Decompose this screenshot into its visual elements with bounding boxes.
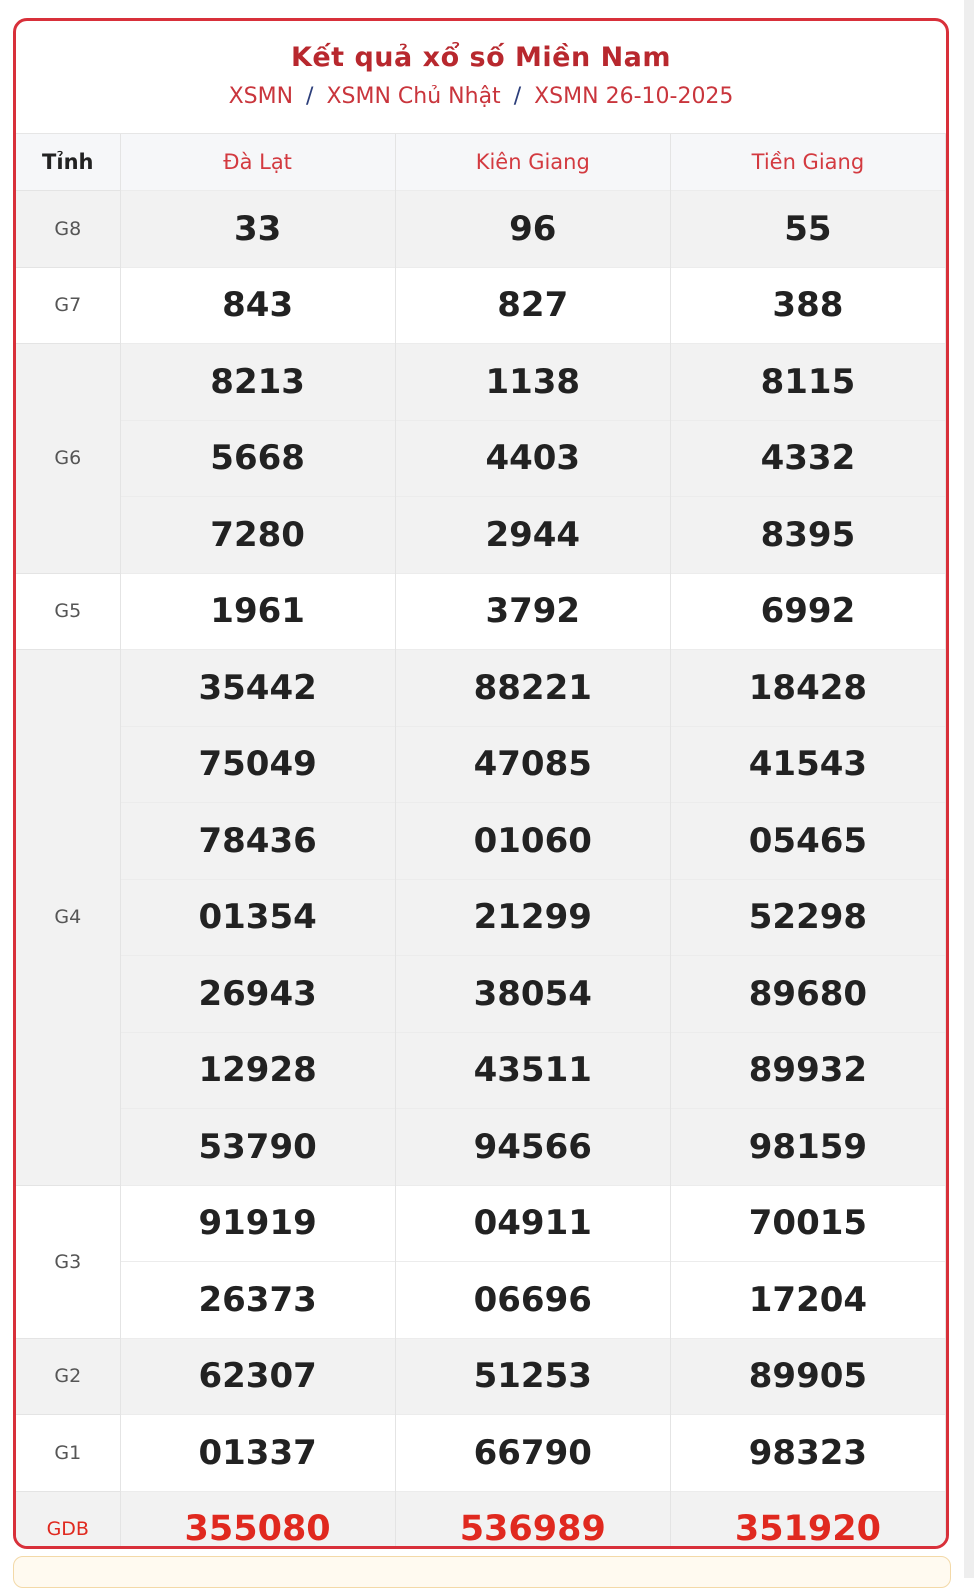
prize-number: 94566 bbox=[395, 1109, 670, 1186]
prize-label: G6 bbox=[16, 344, 120, 574]
prize-row-g7 bbox=[16, 267, 946, 344]
prize-label: G3 bbox=[16, 1185, 120, 1338]
special-prize-number: 536989 bbox=[395, 1491, 670, 1549]
special-prize-number: 351920 bbox=[670, 1491, 945, 1549]
prize-number: 1961 bbox=[120, 573, 395, 650]
prize-row-g4 bbox=[16, 956, 946, 1033]
prize-number: 43511 bbox=[395, 1032, 670, 1109]
prize-number: 53790 bbox=[120, 1109, 395, 1186]
prize-number: 4403 bbox=[395, 420, 670, 497]
breadcrumb-link-xsmn[interactable]: XSMN bbox=[228, 84, 294, 109]
prize-number: 75049 bbox=[120, 726, 395, 803]
prize-label: G7 bbox=[16, 267, 120, 344]
prize-row-g4 bbox=[16, 726, 946, 803]
prize-number: 05465 bbox=[670, 803, 945, 880]
prize-number: 01337 bbox=[120, 1415, 395, 1492]
prize-number: 8115 bbox=[670, 344, 945, 421]
prize-number: 12928 bbox=[120, 1032, 395, 1109]
province-header-kien-giang[interactable]: Kiên Giang bbox=[395, 134, 670, 191]
prize-number: 51253 bbox=[395, 1338, 670, 1415]
prize-number: 8213 bbox=[120, 344, 395, 421]
prize-number: 89932 bbox=[670, 1032, 945, 1109]
prize-row-g8 bbox=[16, 191, 946, 268]
prize-number: 66790 bbox=[395, 1415, 670, 1492]
breadcrumb-separator: / bbox=[513, 84, 522, 109]
prize-row-g6 bbox=[16, 344, 946, 421]
prize-label: G2 bbox=[16, 1338, 120, 1415]
breadcrumb-separator: / bbox=[306, 84, 314, 109]
prize-number: 89680 bbox=[670, 956, 945, 1033]
prize-label: G1 bbox=[16, 1415, 120, 1492]
next-section-box bbox=[13, 1556, 951, 1588]
prize-number: 52298 bbox=[670, 879, 945, 956]
prize-number: 4332 bbox=[670, 420, 945, 497]
prize-number: 827 bbox=[395, 267, 670, 344]
prize-number: 41543 bbox=[670, 726, 945, 803]
prize-number: 55 bbox=[670, 191, 945, 268]
results-header bbox=[16, 21, 946, 134]
results-table bbox=[16, 134, 946, 1549]
prize-row-g6 bbox=[16, 497, 946, 574]
prize-number: 06696 bbox=[395, 1262, 670, 1339]
prize-number: 26943 bbox=[120, 956, 395, 1033]
prize-number: 35442 bbox=[120, 650, 395, 727]
prize-row-g4 bbox=[16, 650, 946, 727]
prize-label: G8 bbox=[16, 191, 120, 268]
prize-number: 26373 bbox=[120, 1262, 395, 1339]
special-prize-number: 355080 bbox=[120, 1491, 395, 1549]
prize-number: 78436 bbox=[120, 803, 395, 880]
prize-label: GDB bbox=[16, 1491, 120, 1549]
prize-number: 89905 bbox=[670, 1338, 945, 1415]
prize-row-g4 bbox=[16, 1109, 946, 1186]
prize-number: 33 bbox=[120, 191, 395, 268]
prize-row-g4 bbox=[16, 1032, 946, 1109]
prize-row-g3 bbox=[16, 1262, 946, 1339]
prize-row-gdb bbox=[16, 1491, 946, 1549]
breadcrumb-link-xsmn-date[interactable]: XSMN 26-10-2025 bbox=[534, 84, 734, 109]
prize-number: 98159 bbox=[670, 1109, 945, 1186]
prize-number: 843 bbox=[120, 267, 395, 344]
results-body bbox=[16, 191, 946, 1550]
prize-number: 18428 bbox=[670, 650, 945, 727]
prize-number: 38054 bbox=[395, 956, 670, 1033]
prize-label: G4 bbox=[16, 650, 120, 1186]
prize-number: 96 bbox=[395, 191, 670, 268]
breadcrumb-link-xsmn-sunday[interactable]: XSMN Chủ Nhật bbox=[326, 84, 501, 109]
province-header-tien-giang[interactable]: Tiền Giang bbox=[670, 134, 945, 191]
prize-number: 21299 bbox=[395, 879, 670, 956]
prize-number: 01060 bbox=[395, 803, 670, 880]
prize-number: 388 bbox=[670, 267, 945, 344]
prize-number: 6992 bbox=[670, 573, 945, 650]
prize-number: 8395 bbox=[670, 497, 945, 574]
prize-number: 47085 bbox=[395, 726, 670, 803]
results-card bbox=[13, 18, 949, 1549]
prize-number: 01354 bbox=[120, 879, 395, 956]
prize-row-g1 bbox=[16, 1415, 946, 1492]
prize-number: 1138 bbox=[395, 344, 670, 421]
prize-number: 88221 bbox=[395, 650, 670, 727]
scrollbar[interactable] bbox=[964, 0, 974, 1578]
prize-row-g5 bbox=[16, 573, 946, 650]
prize-number: 04911 bbox=[395, 1185, 670, 1262]
prize-number: 7280 bbox=[120, 497, 395, 574]
prize-number: 70015 bbox=[670, 1185, 945, 1262]
province-header-da-lat[interactable]: Đà Lạt bbox=[120, 134, 395, 191]
prize-number: 3792 bbox=[395, 573, 670, 650]
prize-row-g4 bbox=[16, 879, 946, 956]
prize-number: 98323 bbox=[670, 1415, 945, 1492]
prize-number: 17204 bbox=[670, 1262, 945, 1339]
page-title: Kết quả xổ số Miền Nam bbox=[290, 42, 672, 73]
breadcrumb bbox=[16, 84, 946, 109]
prize-number: 2944 bbox=[395, 497, 670, 574]
prize-number: 62307 bbox=[120, 1338, 395, 1415]
table-header-row bbox=[16, 134, 946, 191]
prize-number: 5668 bbox=[120, 420, 395, 497]
prize-row-g4 bbox=[16, 803, 946, 880]
prize-label: G5 bbox=[16, 573, 120, 650]
prize-row-g2 bbox=[16, 1338, 946, 1415]
prize-row-g6 bbox=[16, 420, 946, 497]
prize-row-g3 bbox=[16, 1185, 946, 1262]
province-column-label: Tỉnh bbox=[16, 134, 120, 191]
prize-number: 91919 bbox=[120, 1185, 395, 1262]
